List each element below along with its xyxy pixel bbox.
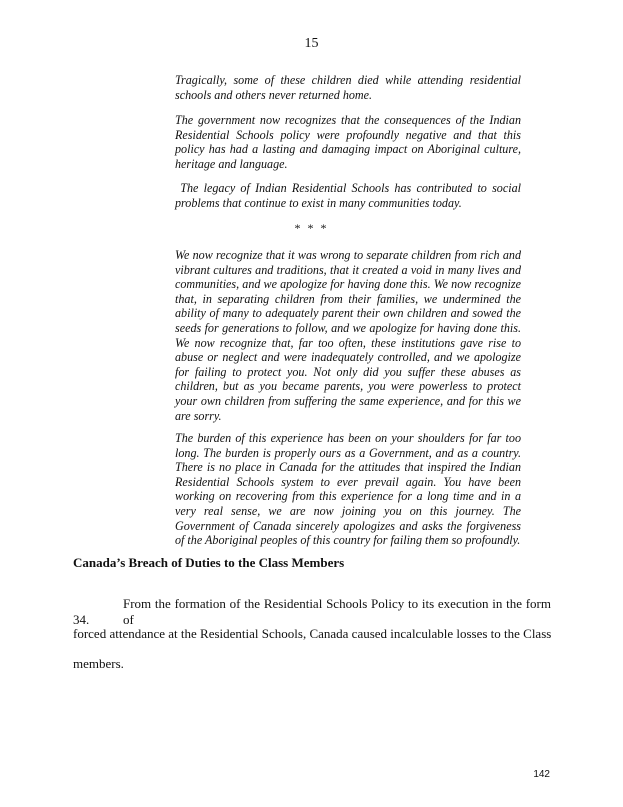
quote-line: seeds for generations to follow, and we apologize for having done this. — [175, 320, 521, 335]
paragraph-34 — [73, 596, 551, 686]
page-number-footer: 142 — [533, 769, 550, 780]
quote-line: for failing to protect you. Not only did you suffer these abuses as — [175, 364, 521, 379]
quote-line: of the Aboriginal peoples of this country for failing them so profoundly. — [175, 533, 521, 548]
quote-line: The burden of this experience has been on your shoulders for far too — [175, 431, 521, 445]
quote-line: Government of Canada sincerely apologizes and asks the forgiveness — [175, 518, 521, 533]
quote-line: abuse or neglect and were inadequately controlled, and we apologize — [175, 350, 521, 365]
quote-paragraph-4 — [175, 248, 521, 423]
quote-line: that, in separating children from their families, we undermined the — [175, 291, 521, 306]
paragraph-line: members. — [73, 656, 124, 671]
quote-line: problems that continue to exist in many communities today. — [175, 195, 462, 210]
quote-line: policy has had a lasting and damaging impact on Aboriginal culture, — [175, 142, 521, 157]
quote-line: very real sense, we are now joining you on this journey. The — [175, 503, 521, 518]
paragraph-line — [73, 596, 551, 626]
quote-line: The government now recognizes that the consequences of the Indian — [175, 113, 521, 127]
quote-line: your own children from suffering the same experience, and for this we — [175, 393, 521, 408]
quote-line: are sorry. — [175, 408, 222, 423]
quote-line: working on recovering from this experience for a long time and in a — [175, 489, 521, 504]
paragraph-number: 34. — [73, 612, 90, 627]
quote-line: ability of many to adequately parent their own children and sowed the — [175, 306, 521, 321]
quote-line: Residential Schools policy were profoundly negative and that this — [175, 127, 521, 142]
quote-paragraph-2 — [175, 113, 521, 171]
quote-paragraph-5 — [175, 431, 521, 548]
quote-line: There is no place in Canada for the attitudes that inspired the Indian — [175, 460, 521, 475]
quote-line: We now recognize that, far too often, these institutions gave rise to — [175, 335, 521, 350]
quote-line: communities, and we apologize for having done this. We now recognize — [175, 277, 521, 292]
quote-line: Tragically, some of these children died while attending residential — [175, 73, 521, 87]
section-heading: Canada’s Breach of Duties to the Class Members — [73, 555, 345, 570]
section-separator: * * * — [294, 221, 329, 235]
paragraph-line-text: From the formation of the Residential Schools Policy to its execution in the form of — [123, 596, 551, 627]
paragraph-line: forced attendance at the Residential Schools, Canada caused incalculable losses to the Class — [73, 626, 552, 641]
quote-line: schools and others never returned home. — [175, 87, 373, 102]
quote-line: children, but as you became parents, you were powerless to protect — [175, 379, 521, 394]
quote-line: heritage and language. — [175, 156, 288, 171]
quote-line: The legacy of Indian Residential Schools has contributed to social — [175, 181, 521, 195]
quote-paragraph-3 — [175, 181, 521, 210]
quote-paragraph-1 — [175, 73, 521, 102]
quote-line: vibrant cultures and traditions, that it created a void in many lives and — [175, 262, 521, 277]
page-number-top: 15 — [304, 36, 319, 51]
quote-line: Residential Schools system to ever prevail again. You have been — [175, 474, 521, 489]
quote-line: long. The burden is properly ours as a Government, and as a country. — [175, 445, 521, 460]
quote-line: We now recognize that it was wrong to separate children from rich and — [175, 248, 521, 262]
